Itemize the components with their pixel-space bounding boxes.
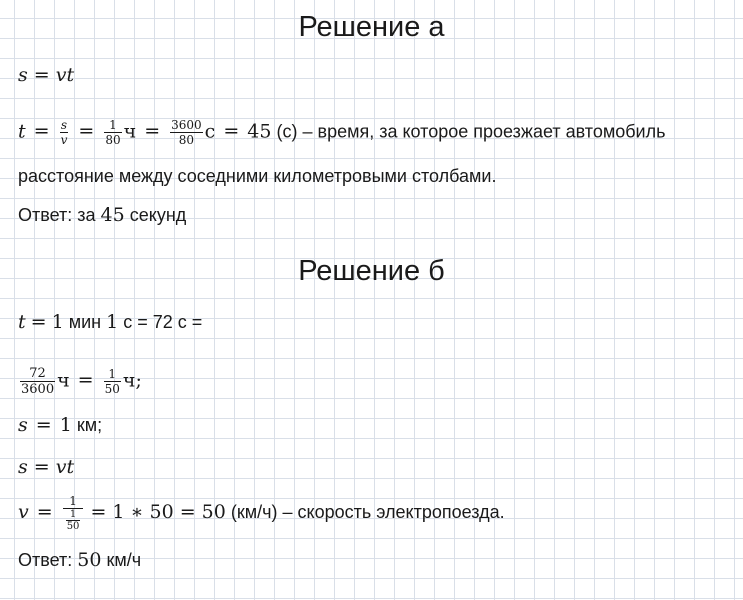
speed-line bbox=[18, 494, 505, 532]
fraction-s-over-v bbox=[60, 118, 69, 147]
answer-label: Ответ: за bbox=[18, 205, 96, 225]
speed-unit-desc: (км/ч) – скорость электропоезда. bbox=[230, 501, 505, 522]
formula-s-equals-vt-a bbox=[18, 63, 74, 87]
answer-value: 45 bbox=[100, 204, 125, 226]
minutes-value: 1 bbox=[51, 311, 64, 333]
unit-seconds: с bbox=[204, 120, 216, 143]
inner-num: 1 bbox=[66, 509, 81, 521]
inner-fraction bbox=[66, 509, 81, 532]
heading-solution-b: Решение б bbox=[298, 255, 445, 287]
description-line-1: – время, за которое проезжает автомобиль bbox=[302, 121, 666, 142]
answer-value: 50 bbox=[77, 549, 102, 571]
result-unit: (с) bbox=[276, 121, 298, 142]
frac-den-wrapper bbox=[63, 509, 84, 532]
var-t: t bbox=[18, 120, 26, 143]
fraction-1-over-50 bbox=[104, 367, 121, 396]
frac-den: v bbox=[60, 133, 68, 147]
distance-unit: км; bbox=[76, 415, 103, 435]
equals-sign: = bbox=[33, 120, 50, 143]
complex-fraction bbox=[63, 494, 84, 532]
formula-time-a bbox=[18, 118, 665, 147]
frac-num: 1 bbox=[104, 118, 121, 133]
hours-fraction-line bbox=[18, 366, 142, 397]
minutes-unit: мин bbox=[68, 312, 102, 332]
fraction-72-over-3600 bbox=[20, 366, 55, 397]
answer-unit: секунд bbox=[129, 205, 187, 225]
equals-sign: = bbox=[35, 414, 52, 436]
frac-num: 1 bbox=[63, 494, 84, 509]
unit-hours-end: ч; bbox=[122, 369, 142, 392]
equals-sign: = bbox=[144, 120, 161, 143]
frac-den: 50 bbox=[104, 382, 120, 396]
frac-num: 3600 bbox=[171, 118, 202, 132]
time-conversion-line bbox=[18, 310, 202, 334]
frac-den: 80 bbox=[178, 133, 195, 147]
formula-text: s = vt bbox=[18, 64, 75, 86]
answer-label: Ответ: bbox=[18, 550, 73, 570]
answer-a bbox=[18, 203, 186, 227]
equals-sign: = bbox=[223, 120, 240, 143]
frac-den: 3600 bbox=[21, 382, 55, 397]
var-t: t bbox=[18, 311, 26, 333]
answer-unit: км/ч bbox=[106, 550, 142, 570]
equals-sign: = bbox=[77, 369, 94, 392]
answer-b bbox=[18, 548, 141, 572]
distance-value: 1 bbox=[59, 414, 72, 436]
speed-calc: = 1 ∗ 50 = 50 bbox=[90, 500, 226, 523]
unit-hours: ч bbox=[57, 369, 70, 392]
formula-text: s = vt bbox=[18, 456, 75, 478]
var-v: v bbox=[18, 500, 29, 523]
result-value: 45 bbox=[247, 120, 272, 143]
fraction-3600-over-80 bbox=[170, 118, 203, 147]
inner-den: 50 bbox=[66, 521, 80, 532]
frac-den: 80 bbox=[105, 133, 121, 147]
frac-num: 72 bbox=[20, 366, 55, 382]
equals-sign: = bbox=[78, 120, 95, 143]
time-conversion-rest: с = 72 с = bbox=[123, 312, 203, 332]
equals-sign: = bbox=[30, 311, 47, 333]
frac-num: s bbox=[60, 118, 68, 132]
fraction-1-over-80 bbox=[104, 118, 121, 147]
description-line-2: расстояние между соседними километровыми столбами. bbox=[18, 166, 497, 186]
seconds-value: 1 bbox=[106, 311, 119, 333]
distance-line bbox=[18, 413, 102, 437]
frac-num: 1 bbox=[104, 367, 121, 382]
var-s: s bbox=[18, 414, 28, 436]
unit-hours: ч bbox=[123, 120, 137, 143]
heading-solution-a: Решение а bbox=[298, 11, 445, 43]
formula-s-equals-vt-b bbox=[18, 455, 74, 479]
equals-sign: = bbox=[36, 500, 53, 523]
